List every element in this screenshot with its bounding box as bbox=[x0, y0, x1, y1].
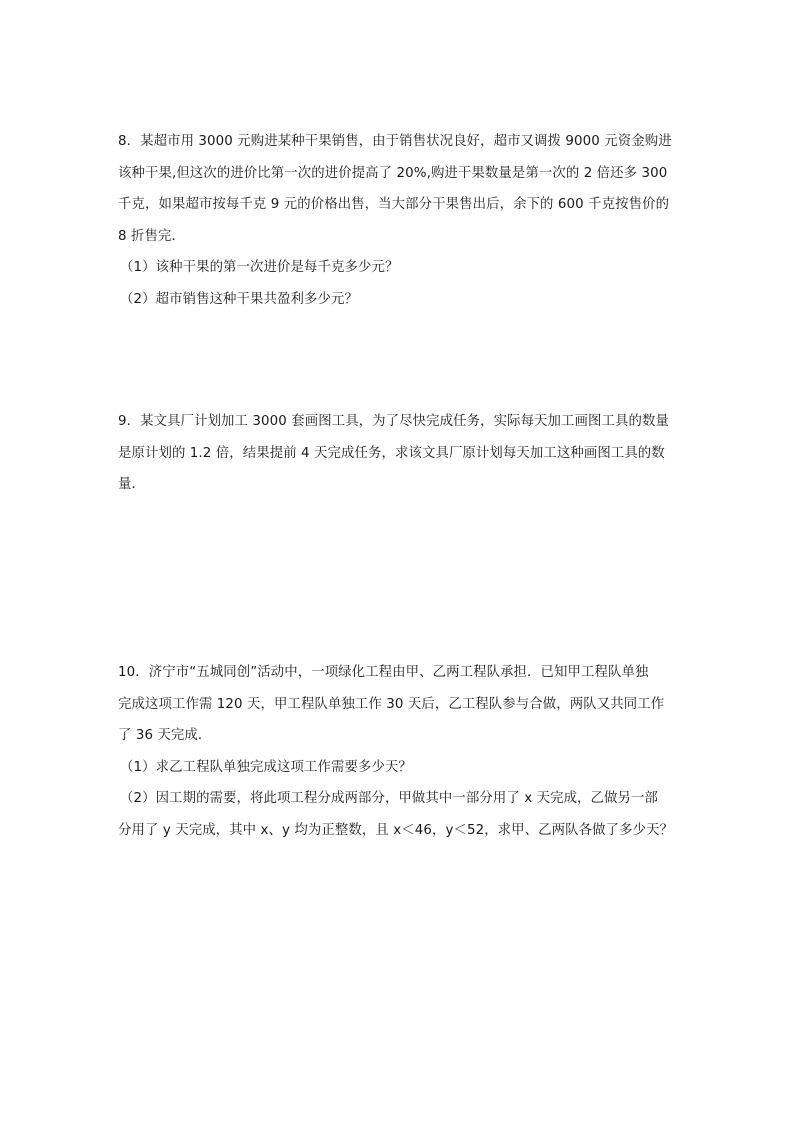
problem-9 bbox=[118, 406, 678, 501]
problem-9-line-1: 9．某文具厂计划加工 3000 套画图工具，为了尽快完成任务，实际每天加工画图工具的数量 bbox=[118, 414, 669, 429]
problem-10-subquestion-2-line-1: （2）因工期的需要，将此项工程分成两部分，甲做其中一部分用了 x 天完成，乙做另一部 bbox=[120, 791, 658, 806]
problem-8-subquestion-2: （2）超市销售这种干果共盈利多少元？ bbox=[120, 291, 358, 307]
problem-10-subquestion-2-line-2: 分用了 y 天完成，其中 x、y 均为正整数，且 x＜46，y＜52，求甲、乙两队各做了多少天？ bbox=[118, 822, 674, 838]
problem-10-line-2: 完成这项工作需 120 天，甲工程队单独工作 30 天后，乙工程队参与合做，两队又共同工作 bbox=[118, 696, 665, 712]
problem-8 bbox=[118, 126, 678, 315]
problem-8-line-1: 8．某超市用 3000 元购进某种干果销售，由于销售状况良好，超市又调拨 9000 元资金购进 bbox=[118, 134, 672, 149]
problem-10 bbox=[118, 657, 678, 846]
problem-10-line-1: 10．济宁市“五城同创”活动中，一项绿化工程由甲、乙两工程队承担．已知甲工程队单独 bbox=[118, 665, 649, 680]
problem-8-subquestion-1: （1）该种干果的第一次进价是每千克多少元？ bbox=[120, 260, 399, 275]
problem-9-line-2: 是原计划的 1.2 倍，结果提前 4 天完成任务，求该文具厂原计划每天加工这种画图工具的数 bbox=[118, 445, 665, 461]
problem-10-line-3: 了 36 天完成． bbox=[118, 728, 212, 743]
problem-10-subquestion-1: （1）求乙工程队单独完成这项工作需要多少天？ bbox=[120, 759, 412, 775]
problem-8-line-4: 8 折售完． bbox=[118, 228, 185, 244]
problem-9-line-3: 量． bbox=[118, 477, 145, 492]
problem-8-line-3: 千克，如果超市按每千克 9 元的价格出售，当大部分干果售出后，余下的 600 千克按售价的 bbox=[118, 197, 670, 212]
problem-8-line-2: 该种干果,但这次的进价比第一次的进价提高了 20%,购进干果数量是第一次的 2 倍还多 300 bbox=[118, 165, 668, 181]
